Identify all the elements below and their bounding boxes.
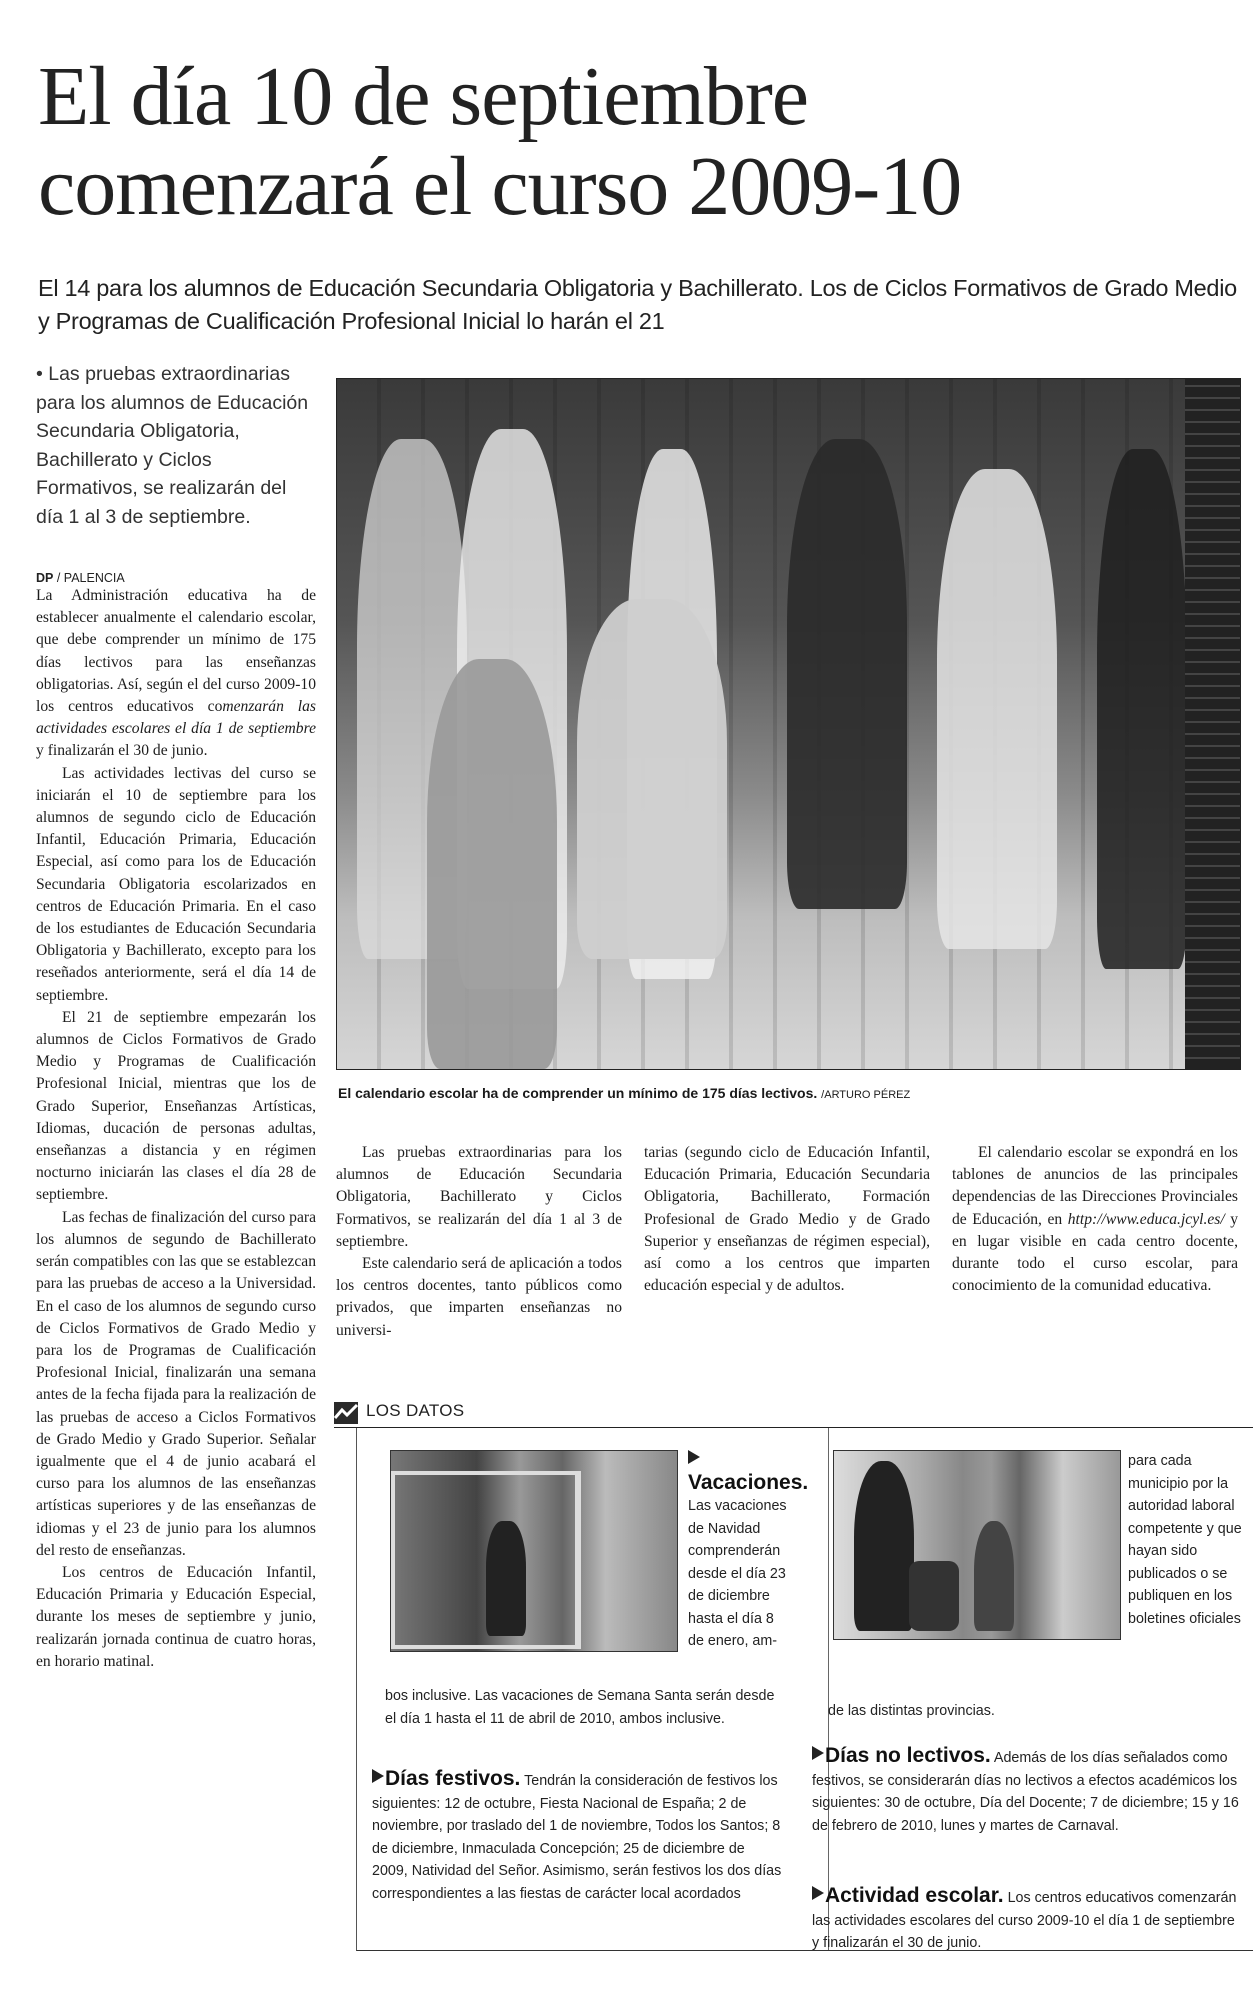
triangle-bullet-icon (688, 1450, 700, 1464)
chart-trend-icon (334, 1402, 358, 1424)
paragraph: Los centros de Educación Infantil, Educación Primaria y Educación Especial, durante los meses de septiembre y junio, realizarán jornada continua de cuatro horas, en horario matinal. (36, 1563, 316, 1670)
paragraph-text: y en lugar visible en cada centro docente, durante todo el curso escolar, para conocimiento de la comunidad educativa. (952, 1210, 1238, 1295)
paragraph: Las pruebas extraordinarias para los alumnos de Educación Secundaria Obligatoria, Bachillerato y Ciclos Formativos, se realizarán del día 1 al 3 de septiembre. (336, 1144, 622, 1250)
photo-child (427, 659, 557, 1069)
paragraph-text: El calendario escolar se expondrá en los tablones de anuncios de las principales dependencias de las Direcciones Provinciales de Educación, en (952, 1144, 1238, 1228)
festivos-text: Tendrán la consideración de festivos los siguientes: 12 de octubre, Fiesta Nacional de España; 2 de noviembre, por traslado del 1 de noviembre, Todos los Santos; 8 de diciembre, Inmaculada Concepción; 25 de diciembre de 2009, Natividad del Señor. Asimismo, serán festivos los dos días correspondientes a las fiestas de carácter local acordados (372, 1773, 782, 1902)
festivos-section (372, 1768, 782, 1905)
festivos-text-end: de las distintas provincias. (828, 1703, 995, 1719)
festivos-text-continued: para cada municipio por la autoridad laboral competente y que hayan sido publicados o se publiquen en los boletines oficiales (1128, 1453, 1242, 1627)
heading-text: Vacaciones. (688, 1471, 809, 1494)
actividad-heading: Actividad escolar. (825, 1884, 1004, 1907)
paragraph-text: y finalizarán el 30 de junio. (36, 742, 208, 760)
headline-line-2: comenzará el curso 2009-10 (38, 140, 962, 233)
website-link[interactable]: http://www.educa.jcyl.es/ (1067, 1210, 1225, 1228)
no-lectivos-heading: Días no lectivos. (825, 1744, 991, 1767)
vacaciones-text-continued: bos inclusive. Las vacaciones de Semana Santa serán desde el día 1 hasta el 11 de abril de 2010, ambos inclusive. (385, 1688, 775, 1727)
middle-column-3 (952, 1142, 1238, 1342)
paragraph: tarias (segundo ciclo de Educación Infantil, Educación Primaria, Educación Secundaria Obligatoria, Bachillerato, Formación Profesional de Grado Medio y de Grado Superior y enseñanzas de régimen especial), así como a los centros que imparten educación especial y de adultos. (644, 1144, 930, 1295)
left-column (36, 360, 316, 1673)
headline (38, 52, 1238, 232)
middle-column-1 (336, 1142, 622, 1342)
triangle-bullet-icon (372, 1769, 384, 1783)
photo-credit: /ARTURO PÉREZ (821, 1089, 911, 1101)
photo-figure (1097, 449, 1187, 969)
paragraph (36, 585, 316, 763)
photo-child (854, 1461, 914, 1631)
byline-location: PALENCIA (63, 571, 125, 585)
photo-window-frame (391, 1471, 581, 1649)
main-photo (336, 378, 1241, 1070)
datos-header (334, 1399, 1253, 1428)
triangle-bullet-icon (812, 1886, 824, 1900)
paragraph: El 21 de septiembre empezarán los alumnos de Ciclos Formativos de Grado Medio y Programas de Cualificación Profesional Inicial, mientras que los de Grado Superior, Enseñanzas Artísticas, Idiomas, ducación de personas adultas, enseñanzas a distancia y en régimen nocturno iniciarán las clases el día 28 de septiembre. (36, 1008, 316, 1204)
middle-columns (336, 1142, 1246, 1342)
middle-column-2 (644, 1142, 930, 1342)
paragraph: Este calendario será de aplicación a todos los centros docentes, tanto públicos como privados, que imparten enseñanzas no universi- (336, 1255, 622, 1339)
paragraph (952, 1142, 1238, 1297)
photo-child (577, 599, 727, 959)
byline-separator: / (53, 571, 64, 585)
headline-line-1: El día 10 de septiembre (38, 50, 809, 143)
photo-figure (937, 469, 1057, 949)
paragraph: Las actividades lectivas del curso se iniciarán el 10 de septiembre para los alumnos de segundo ciclo de Educación Infantil, Educación Primaria, Educación Especial, así como para los de Educación Secundaria Obligatoria escolarizados en centros de Educación Primaria. En el caso de los estudiantes de Educación Secundaria Obligatoria y Bachillerato, excepto para los reseñados anteriormente, será el día 14 de septiembre. (36, 764, 316, 1004)
actividad-section (812, 1885, 1242, 1955)
subtitle: El 14 para los alumnos de Educación Secundaria Obligatoria y Bachillerato. Los de Ciclos Formativos de Grado Medio y Programas de Cualificación Profesional Inicial lo harán el 21 (38, 275, 1237, 334)
datos-photo-children (833, 1450, 1121, 1640)
no-lectivos-section (812, 1745, 1242, 1837)
triangle-bullet-icon (812, 1746, 824, 1760)
vacaciones-heading (688, 1450, 809, 1495)
datos-title: LOS DATOS (366, 1401, 465, 1420)
vacaciones-section (688, 1450, 809, 1653)
datos-divider (828, 1428, 829, 1950)
photo-caption (338, 1085, 1248, 1101)
photo-brick-wall (1185, 379, 1240, 1069)
vacaciones-text: Las vacaciones de Navidad comprenderán desde el día 23 de diciembre hasta el día 8 de enero, am- (688, 1498, 787, 1649)
caption-text: El calendario escolar ha de comprender un mínimo de 175 días lectivos. (338, 1085, 818, 1101)
byline-agency: DP (36, 571, 54, 585)
festivos-heading: Días festivos. (385, 1767, 521, 1790)
photo-backpack (909, 1561, 959, 1631)
paragraph-text: La Administración educativa ha de establecer anualmente el calendario escolar, que debe comprender un mínimo de 175 días lectivos para las enseñanzas obligatorias. Así, según el del curso 2009-10 los centros educativos co (36, 587, 316, 716)
datos-photo-doorway (390, 1450, 678, 1652)
paragraph-italic-text: menzarán las actividades escolares el día 1 de septiembre (36, 698, 316, 738)
paragraph: Las fechas de finalización del curso para los alumnos de segundo de Bachillerato serán compatibles con las que se establezcan para las pruebas de acceso a la Universidad. En el caso de los alumnos de segundo curso de Ciclos Formativos de Grado Medio y para los de Programas de Cualificación Profesional Inicial, finalizarán una semana antes de la fecha fijada para la realización de las pruebas de acceso a Ciclos Formativos de Grado Medio y Grado Superior. Señalar igualmente que el 4 de junio acabará el curso para los alumnos de las enseñanzas artísticas superiores y de las enseñanzas de idiomas y el 23 de junio para los alumnos del resto de enseñanzas. (36, 1208, 316, 1559)
actividad-text: Los centros educativos comenzarán las actividades escolares del curso 2009-10 el día 1 de septiembre y finalizarán el 30 de junio. (812, 1890, 1237, 1951)
lead-bullet: • Las pruebas extraordinarias para los alumnos de Educación Secundaria Obligatoria, Bachillerato y Ciclos Formativos, se realizarán del día 1 al 3 de septiembre. (36, 363, 309, 528)
byline (36, 571, 316, 585)
photo-child (974, 1521, 1014, 1631)
no-lectivos-text: Además de los días señalados como festivos, se considerarán días no lectivos a efectos académicos los siguientes: 30 de octubre, Día del Docente; 7 de diciembre; 15 y 16 de febrero de 2010, lunes y martes de Carnaval. (812, 1750, 1239, 1834)
photo-figure (787, 439, 907, 909)
